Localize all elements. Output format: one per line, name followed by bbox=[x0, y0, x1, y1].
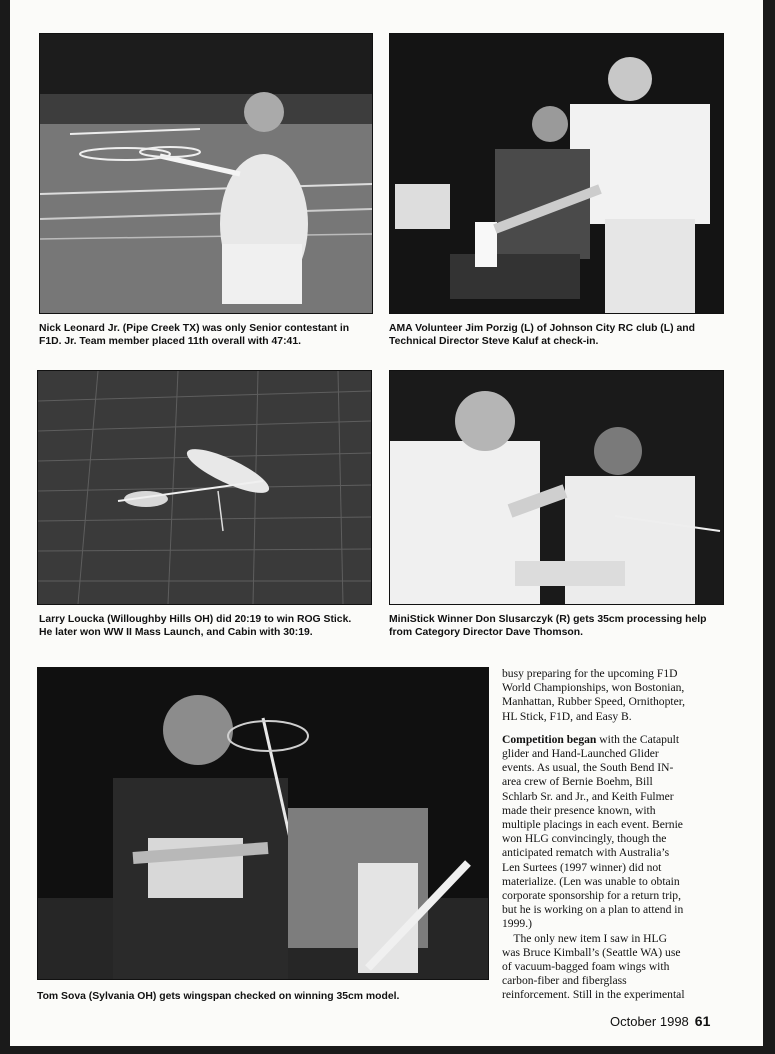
body-line: area crew of Bernie Boehm, Bill bbox=[502, 775, 653, 789]
page-number: 61 bbox=[694, 1013, 711, 1029]
caption-line: MiniStick Winner Don Slusarczyk (R) gets 35cm processing help bbox=[389, 614, 707, 625]
body-line: Manhattan, Rubber Speed, Ornithopter, bbox=[502, 695, 686, 709]
caption-rog-stick bbox=[39, 613, 351, 639]
body-line bbox=[502, 733, 752, 747]
caption-line: AMA Volunteer Jim Porzig (L) of Johnson City RC club (L) and bbox=[389, 323, 695, 334]
article-body bbox=[502, 667, 752, 1003]
body-line: The only new item I saw in HLG bbox=[502, 931, 667, 945]
caption-nick-leonard bbox=[39, 322, 349, 348]
body-line: Schlarb Sr. and Jr., and Keith Fulmer bbox=[502, 789, 674, 803]
photo-check-in bbox=[389, 33, 724, 314]
body-line: made their presence known, with bbox=[502, 803, 656, 817]
photo-rog-stick bbox=[37, 370, 372, 605]
body-line: was Bruce Kimball’s (Seattle WA) use bbox=[502, 945, 681, 959]
lead-rest: with the Catapult bbox=[596, 732, 680, 746]
lead-in: Competition began bbox=[502, 732, 597, 746]
body-line: 1999.) bbox=[502, 917, 532, 931]
body-line: HL Stick, F1D, and Easy B. bbox=[502, 709, 632, 723]
body-line: multiple placings in each event. Bernie bbox=[502, 818, 683, 832]
magazine-page bbox=[10, 0, 763, 1046]
photo-ministick bbox=[389, 370, 724, 605]
photo-tom-sova bbox=[37, 667, 489, 980]
body-line: Len Surtees (1997 winner) did not bbox=[502, 860, 662, 874]
body-line: reinforcement. Still in the experimental bbox=[502, 988, 685, 1002]
body-line: busy preparing for the upcoming F1D bbox=[502, 667, 678, 680]
body-line: but he is working on a plan to attend in bbox=[502, 903, 684, 917]
body-line: of vacuum-bagged foam wings with bbox=[502, 960, 670, 974]
folio-date: October 1998 bbox=[610, 1014, 689, 1029]
caption-line: Larry Loucka (Willoughby Hills OH) did 20:19 to win ROG Stick. bbox=[39, 614, 352, 625]
caption-line: from Category Director Dave Thomson. bbox=[389, 627, 583, 638]
body-line: events. As usual, the South Bend IN- bbox=[502, 761, 674, 775]
body-line: glider and Hand-Launched Glider bbox=[502, 747, 659, 761]
caption-line: Technical Director Steve Kaluf at check-in. bbox=[389, 336, 599, 347]
caption-line: He later won WW II Mass Launch, and Cabin with 30:19. bbox=[39, 627, 313, 638]
body-line: won HLG convincingly, though the bbox=[502, 832, 667, 846]
caption-line: Nick Leonard Jr. (Pipe Creek TX) was only Senior contestant in bbox=[39, 323, 350, 334]
body-line: materialize. (Len was unable to obtain bbox=[502, 874, 680, 888]
caption-check-in bbox=[389, 322, 695, 348]
body-line: corporate sponsorship for a return trip, bbox=[502, 889, 682, 903]
photo-nick-leonard bbox=[39, 33, 373, 314]
page-folio bbox=[610, 1013, 710, 1029]
caption-tom-sova bbox=[37, 990, 399, 1003]
body-line: World Championships, won Bostonian, bbox=[502, 681, 685, 695]
caption-line: Tom Sova (Sylvania OH) gets wingspan checked on winning 35cm model. bbox=[37, 991, 400, 1002]
body-line: anticipated rematch with Australia’s bbox=[502, 846, 670, 860]
caption-line: F1D. Jr. Team member placed 11th overall with 47:41. bbox=[39, 336, 301, 347]
body-line: carbon-fiber and fiberglass bbox=[502, 974, 627, 988]
caption-ministick bbox=[389, 613, 706, 639]
